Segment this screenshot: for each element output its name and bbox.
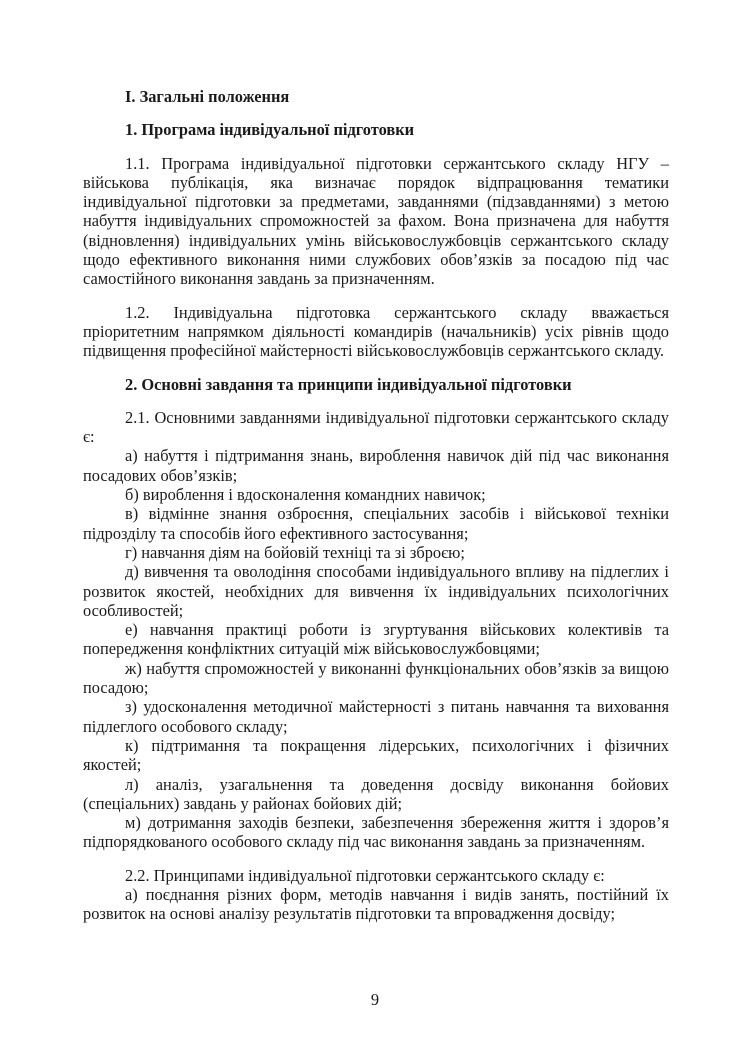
list-item: а) набуття і підтримання знань, вироблення навичок дій під час виконання посадових обов’язків; (83, 446, 669, 485)
list-item: в) відмінне знання озброєння, спеціальних засобів і військової техніки підрозділу та способів його ефективного застосування; (83, 504, 669, 543)
section-heading: І. Загальні положення (125, 87, 290, 106)
list-item: з) удосконалення методичної майстерності з питань навчання та виховання підлеглого особового складу; (83, 697, 669, 736)
list-item: к) підтримання та покращення лідерських, психологічних і фізичних якостей; (83, 735, 669, 775)
subsection-heading-1: 1. Програма індивідуальної підготовки (125, 120, 415, 140)
list-item: м) дотримання заходів безпеки, забезпечення збереження життя і здоров’я підпорядкованого особового складу під час виконання завдань за призначенням. (83, 813, 669, 852)
list-item: г) навчання діям на бойовій техніці та зі зброєю; (125, 542, 465, 562)
paragraph-2-2-intro: 2.2. Принципами індивідуальної підготовки сержантського складу є: (125, 865, 605, 885)
list-item: б) вироблення і вдосконалення командних навичок; (125, 485, 486, 505)
list-item: д) вивчення та оволодіння способами індивідуального впливу на підлеглих і розвиток якостей, необхідних для вивчення їх індивідуальних психологічних особливостей; (83, 562, 669, 620)
principles-list (83, 885, 669, 924)
paragraph-2-1-intro: 2.1. Основними завданнями індивідуальної підготовки сержантського складу є: (83, 407, 669, 447)
paragraph-1-2: 1.2. Індивідуальна підготовка сержантського складу вважається пріоритетним напрямком діяльності командирів (начальників) усіх рівнів щодо підвищення професійної майстерності військовослужбовців сержантського складу. (83, 302, 669, 361)
list-item: л) аналіз, узагальнення та доведення досвіду виконання бойових (спеціальних) завдань у районах бойових дій; (83, 774, 669, 813)
subsection-heading-2: 2. Основні завдання та принципи індивідуальної підготовки (125, 374, 572, 394)
list-item: а) поєднання різних форм, методів навчання і видів занять, постійний їх розвиток на основі аналізу результатів підготовки та впровадження досвіду; (83, 884, 669, 924)
page-number: 9 (370, 990, 380, 1009)
page-content (83, 87, 669, 924)
list-item: ж) набуття спроможностей у виконанні функціональних обов’язків за вищою посадою; (83, 658, 669, 698)
list-item: е) навчання практиці роботи із згуртування військових колективів та попередження конфліктних ситуацій між військовослужбовцями; (83, 620, 669, 659)
paragraph-1-1: 1.1. Програма індивідуальної підготовки сержантського складу НГУ – військова публікація, яка визначає порядок відпрацювання тематики індивідуальної підготовки за предметами, завданнями (підзавданнями) з метою набуття індивідуальних спроможностей за фахом. Вона призначена для набуття (відновлення) індивідуальних умінь військовослужбовців сержантського складу щодо ефективного виконання ними службових обов’язків за посадою під час самостійного виконання завдань за призначенням. (83, 153, 669, 289)
tasks-list (83, 446, 669, 851)
